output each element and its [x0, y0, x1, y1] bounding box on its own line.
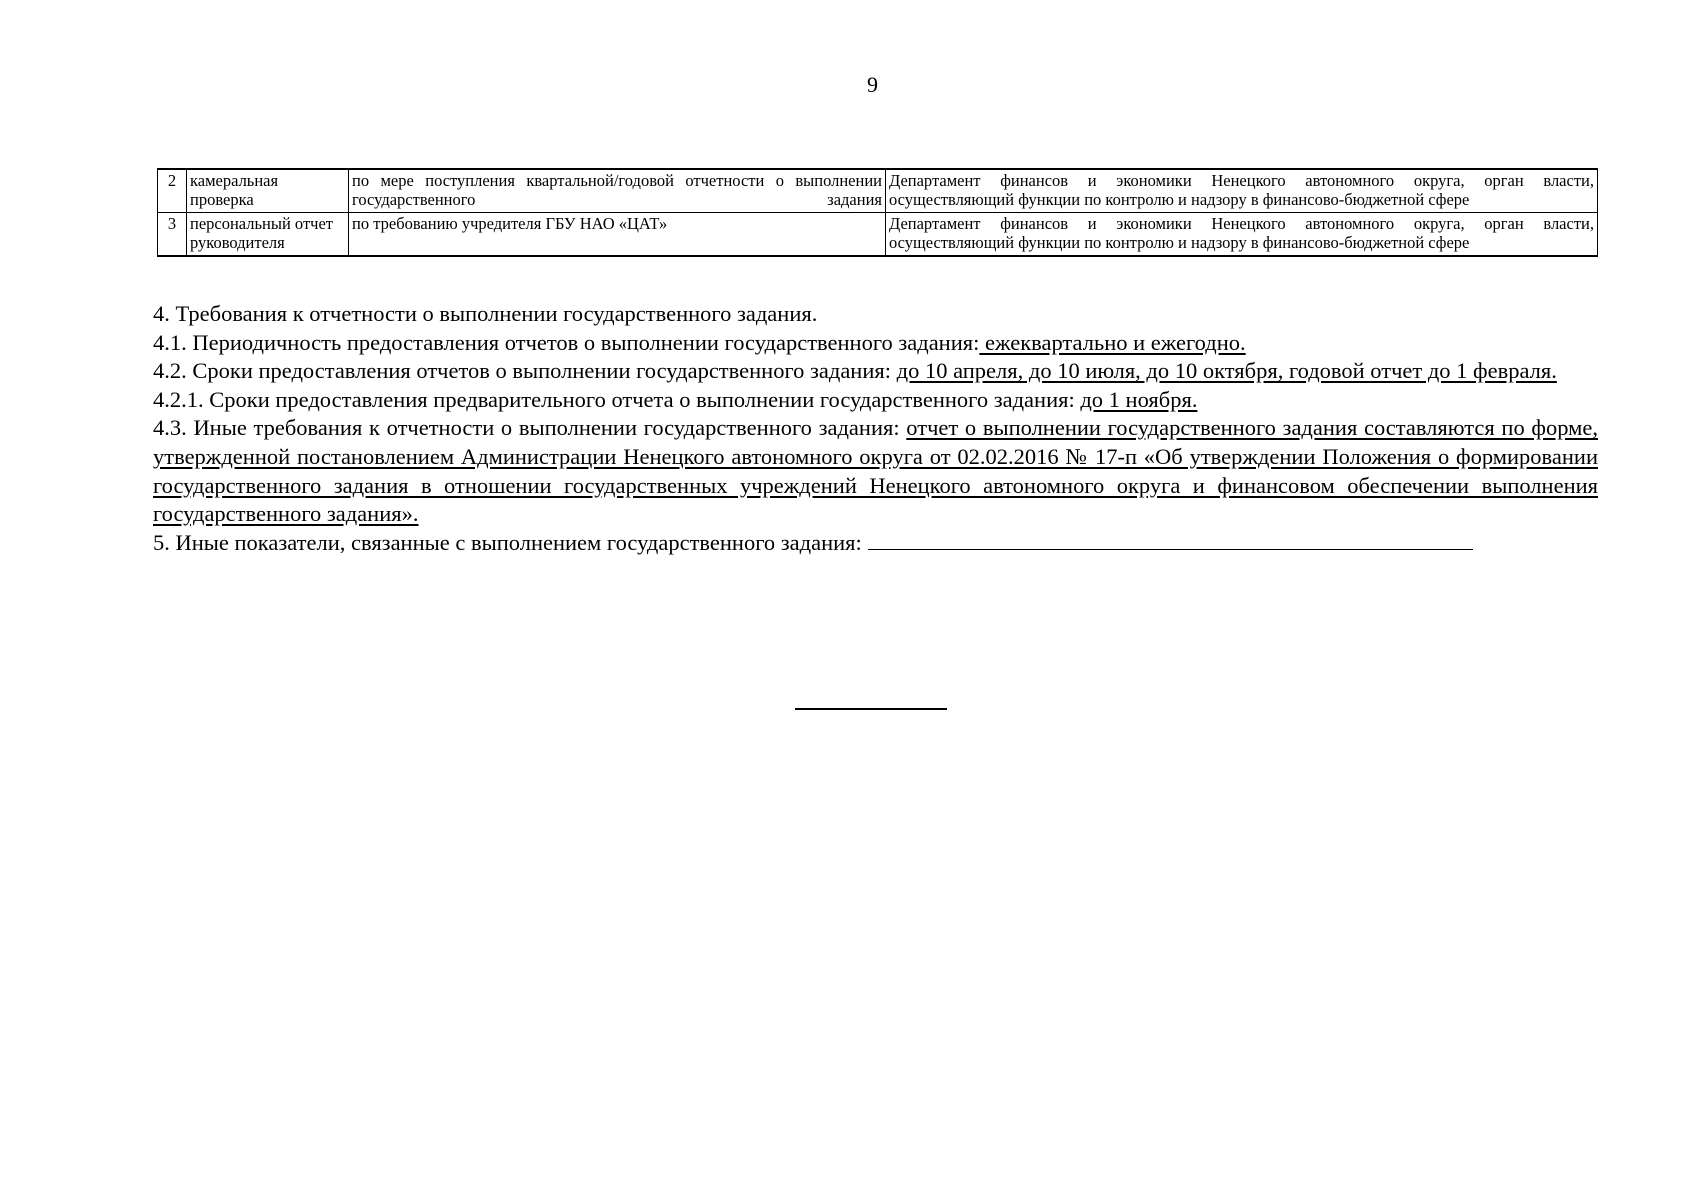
- section-4-1-label: 4.1. Периодичность предоставления отчетов о выполнении государственного задания:: [153, 329, 980, 355]
- row-number: 3: [158, 212, 187, 255]
- section-5-label: 5. Иные показатели, связанные с выполнением государственного задания:: [153, 529, 862, 555]
- row-number: 2: [158, 169, 187, 212]
- control-form-cell: персональный отчет руководителя: [187, 212, 349, 255]
- frequency-cell: по мере поступления квартальной/годовой отчетности о выполнении государственного задания: [349, 169, 886, 212]
- control-table: [157, 168, 1598, 257]
- section-4-2-label: 4.2. Сроки предоставления отчетов о выполнении государственного задания:: [153, 358, 897, 384]
- control-form-cell: камеральная проверка: [187, 169, 349, 212]
- section-4-heading: 4. Требования к отчетности о выполнении государственного задания.: [153, 301, 818, 326]
- blank-fill-line: [868, 531, 1473, 550]
- table-row: [158, 169, 1598, 212]
- frequency-cell: по требованию учредителя ГБУ НАО «ЦАТ»: [349, 212, 886, 255]
- end-rule: [795, 708, 947, 710]
- section-4-3-label: 4.3. Иные требования к отчетности о выполнении государственного задания:: [153, 415, 907, 441]
- section-4-2-1-value: до 1 ноября.: [1080, 386, 1198, 412]
- section-4-2-1-label: 4.2.1. Сроки предоставления предварительного отчета о выполнении государственного задания:: [153, 386, 1081, 412]
- section-4-1: [153, 329, 1598, 358]
- section-4-2-1: [153, 386, 1598, 415]
- control-organ-cell: Департамент финансов и экономики Ненецкого автономного округа, орган власти, осуществляющий функции по контролю и надзору в финансово-бюджетной сфере: [886, 212, 1598, 255]
- section-4-3: [153, 414, 1598, 528]
- section-5: [153, 529, 1598, 558]
- section-4-2: [153, 357, 1598, 386]
- table-row: [158, 212, 1598, 255]
- section-4-1-value: ежеквартально и ежегодно.: [979, 329, 1246, 355]
- section-4-2-value: до 10 апреля, до 10 июля, до 10 октября, годовой отчет до 1 февраля.: [896, 358, 1557, 384]
- control-organ-cell: Департамент финансов и экономики Ненецкого автономного округа, орган власти, осуществляющий функции по контролю и надзору в финансово-бюджетной сфере: [886, 169, 1598, 212]
- page-number: 9: [867, 72, 878, 97]
- section-4-3-value: отчет о выполнении государственного задания составляются по форме, утвержденной постановлением Администрации Ненецкого автономного округа от 02.02.2016 № 17-п «Об утверждении Положения о формировании государственного задания в отношении государственных учреждений Ненецкого автономного округа и финансовом обеспечении выполнения государственного задания».: [153, 415, 1598, 527]
- document-body: [153, 300, 1598, 557]
